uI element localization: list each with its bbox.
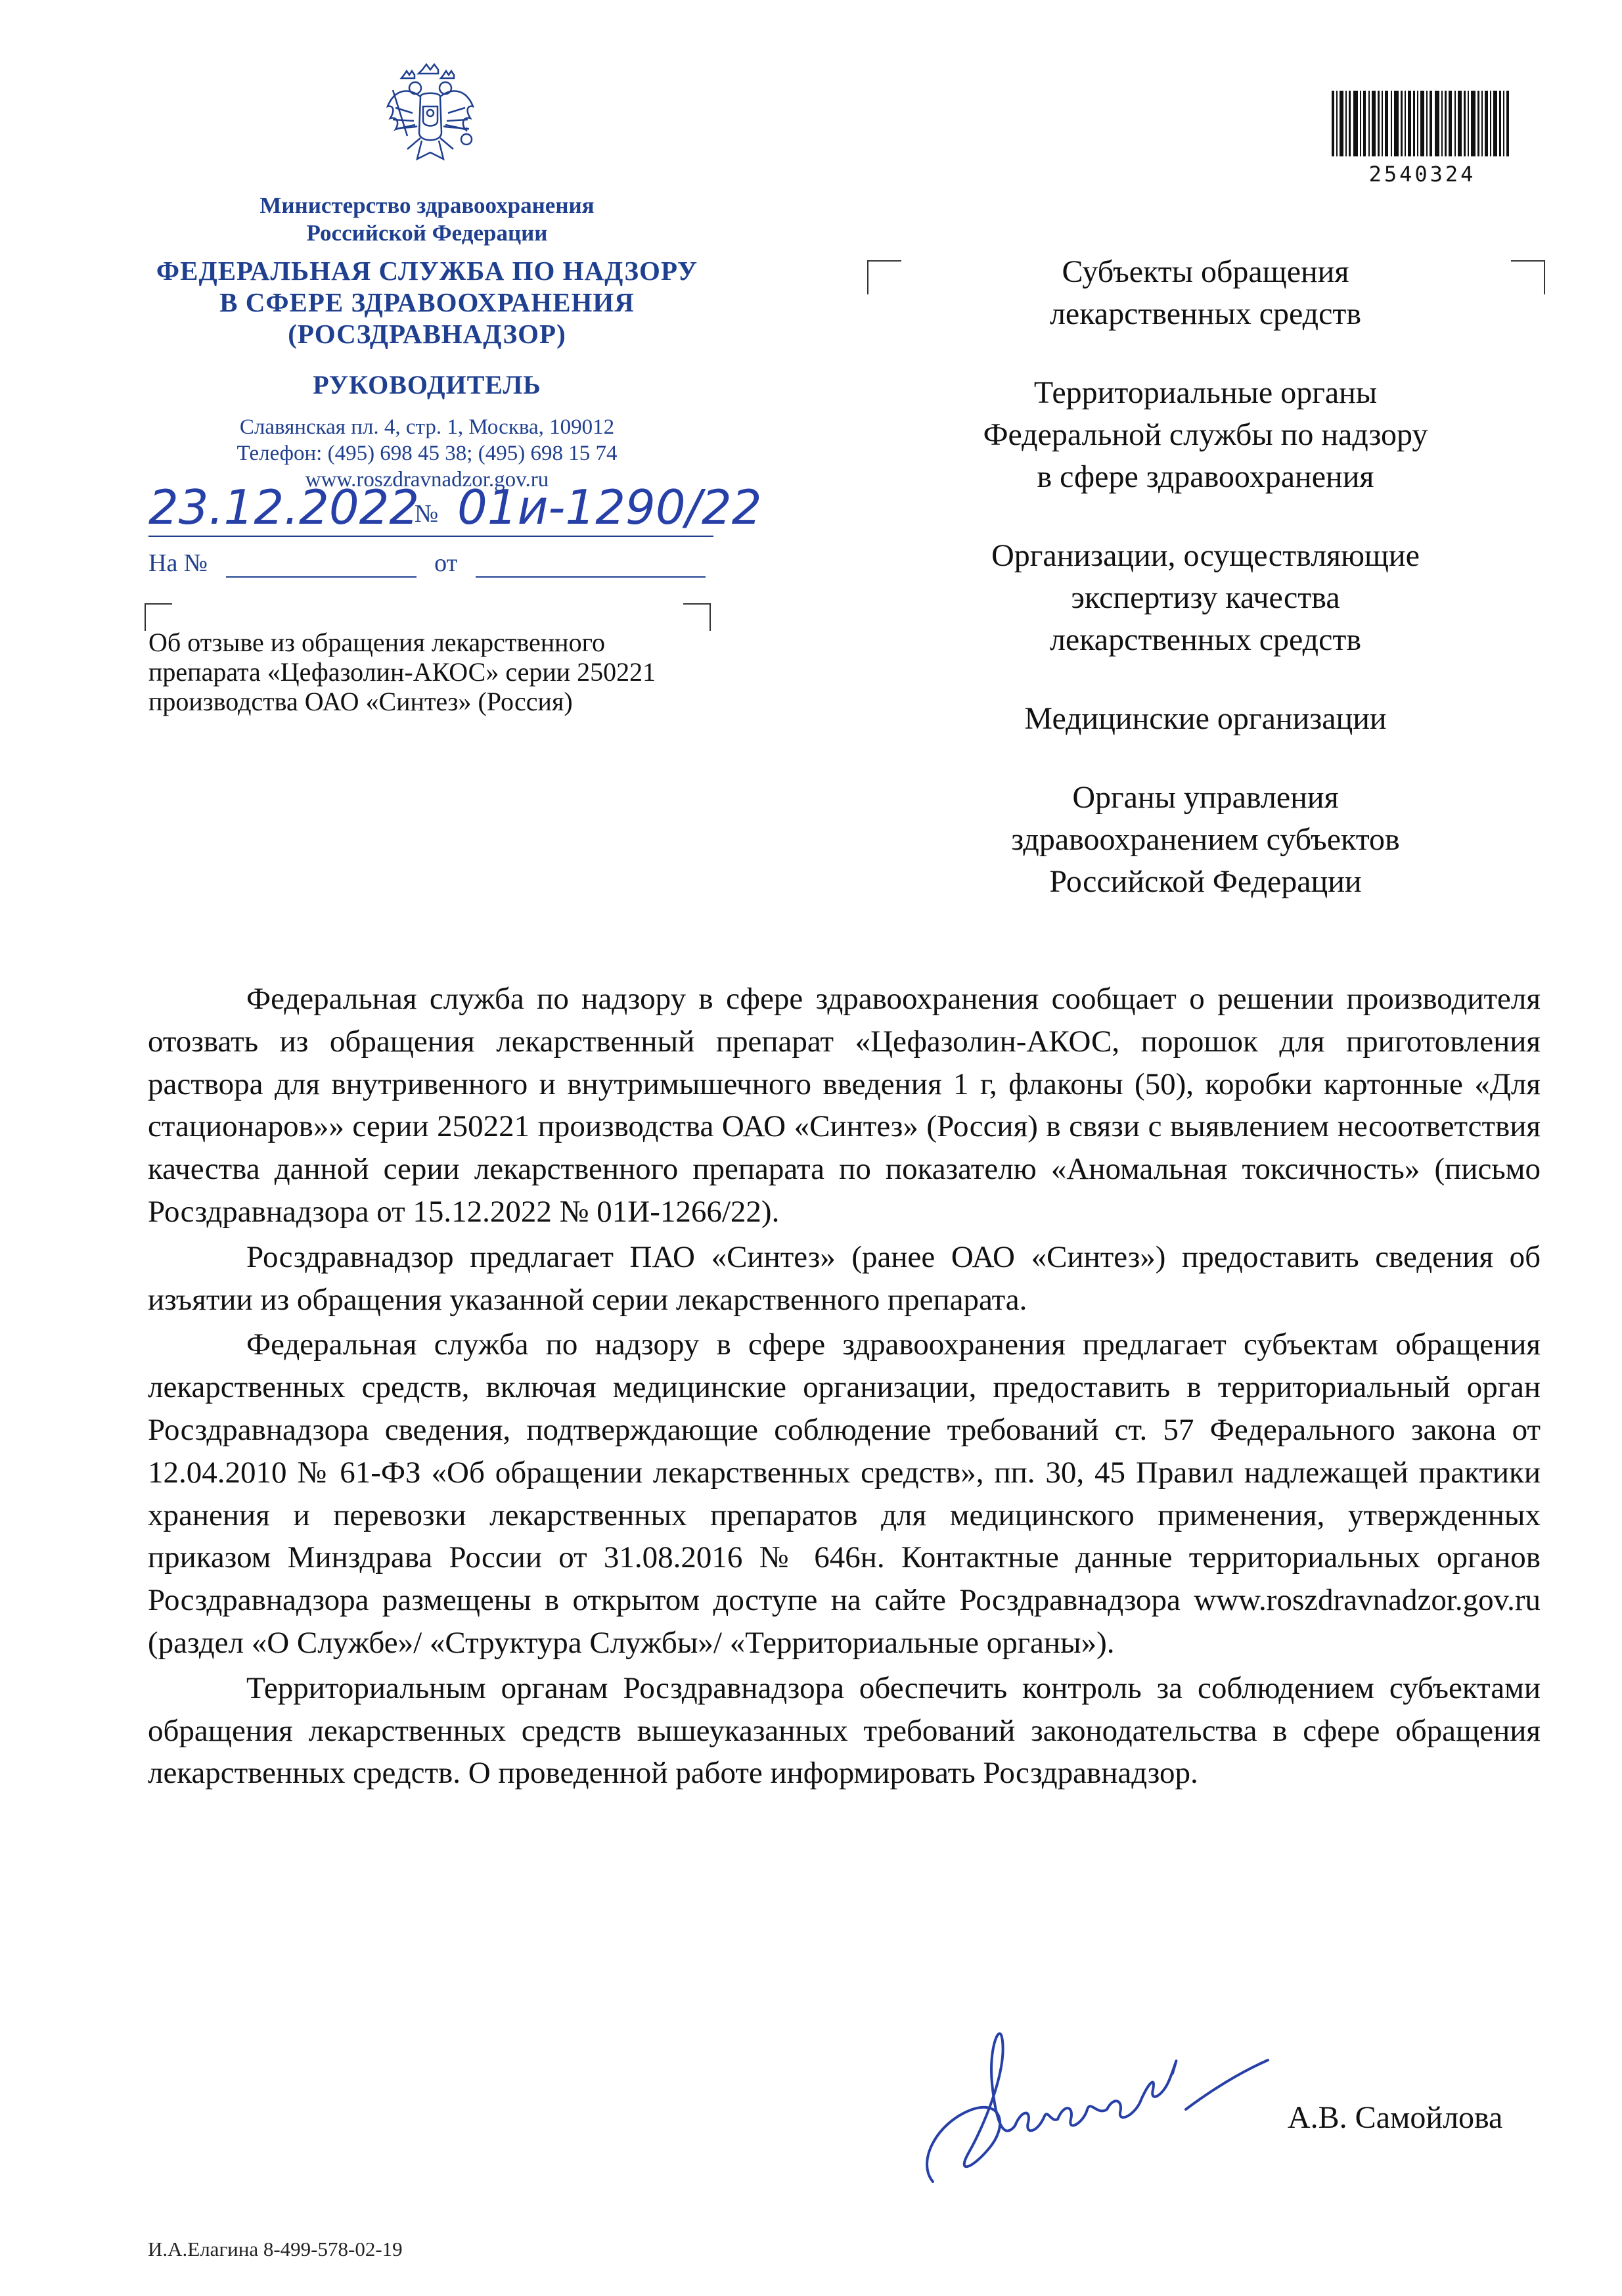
- ref-number-label: На №: [148, 549, 208, 577]
- ministry-name: [131, 192, 723, 247]
- addressee-line: Территориальные органы: [1033, 375, 1378, 410]
- subject-corner-left: [145, 603, 172, 631]
- addressee-group: [867, 535, 1544, 661]
- addressee-line: лекарственных средств: [1049, 622, 1362, 657]
- subject-line-1: Об отзыве из обращения лекарственного: [148, 628, 605, 657]
- body-paragraph-3: Федеральная служба по надзору в сфере здравоохранения предлагает субъектам обращения лекарственных средств, включая медицинские организации, предоставить в территориальный орган Росздравнадзора сведения, подтверждающие соблюдение требований ст. 57 Федерального закона от 12.04.2010 № 61-ФЗ «Об обращении лекарственных средств», пп. 30, 45 Правил надлежащей практики хранения и перевозки лекарственных препаратов для медицинского применения, утвержденных приказом Минздрава России от 31.08.2016 № 646н. Контактные данные территориальных органов Росздравнадзора размещены в открытом доступе на сайте Росздравнадзора www.roszdravnadzor.gov.ru (раздел «О Службе»/ «Структура Службы»/ «Территориальные органы»).: [148, 1327, 1541, 1660]
- agency-line-1: ФЕДЕРАЛЬНАЯ СЛУЖБА ПО НАДЗОРУ: [156, 256, 698, 286]
- handwritten-signature-icon: [910, 2011, 1278, 2208]
- ministry-line-1: Министерство здравоохранения: [259, 193, 595, 218]
- executor-contact: И.А.Елагина 8-499-578-02-19: [148, 2238, 403, 2261]
- ref-number-blank: [226, 554, 417, 578]
- ref-date-blank: [476, 554, 706, 578]
- subject-line-2: препарата «Цефазолин-АКОС» серии 250221: [148, 657, 656, 687]
- ministry-line-2: Российской Федерации: [306, 220, 548, 246]
- phone: Телефон: (495) 698 45 38; (495) 698 15 74: [237, 442, 618, 465]
- body-paragraph-1: Федеральная служба по надзору в сфере здравоохранения сообщает о решении производителя отозвать из обращения лекарственный препарат «Цефазолин-АКОС, порошок для приготовления раствора для внутривенного и внутримышечного введения 1 г, флаконы (50), коробки картонные «Для стационаров»» серии 250221 производства ОАО «Синтез» (Россия) в связи с выявлением несоответствия качества данной серии лекарственного препарата по показателю «Аномальная токсичность» (письмо Росздравнадзора от 15.12.2022 № 01И-1266/22).: [148, 982, 1541, 1229]
- addressee-line: Федеральной службы по надзору: [983, 417, 1428, 452]
- body-paragraph-4: Территориальным органам Росздравнадзора обеспечить контроль за соблюдением субъектами обращения лекарственных средств вышеуказанных требований законодательства в сфере обращения лекарственных средств. О проведенной работе информировать Росздравнадзор.: [148, 1670, 1541, 1791]
- addressee-line: Организации, осуществляющие: [991, 538, 1420, 573]
- registration-date: 23.12.2022: [148, 480, 420, 535]
- signer-name: А.В. Самойлова: [1288, 2100, 1503, 2135]
- subject-line-3: производства ОАО «Синтез» (Россия): [148, 687, 573, 716]
- addressee-group: [867, 777, 1544, 903]
- subject-corner-right: [683, 603, 711, 631]
- letter-body: [148, 978, 1541, 1797]
- addressee-line: здравоохранением субъектов: [1011, 822, 1400, 857]
- addressee-line: Российской Федерации: [1049, 864, 1362, 899]
- registration-line: [148, 480, 871, 552]
- coat-of-arms-icon: [381, 60, 480, 175]
- addressee-line: лекарственных средств: [1049, 296, 1362, 331]
- body-paragraph-2: Росздравнадзор предлагает ПАО «Синтез» (ранее ОАО «Синтез») предоставить сведения об изъятии из обращения указанной серии лекарственного препарата.: [148, 1239, 1541, 1317]
- ref-date-label: от: [434, 549, 458, 577]
- agency-name: [131, 255, 723, 350]
- number-sign: №: [415, 500, 439, 528]
- head-title: РУКОВОДИТЕЛЬ: [313, 370, 541, 400]
- addressee-line: Субъекты обращения: [1062, 254, 1349, 289]
- barcode-number: 2540324: [1368, 162, 1476, 187]
- addressee-group: [867, 251, 1544, 335]
- addressee-list: [867, 251, 1544, 903]
- agency-line-2: В СФЕРЕ ЗДРАВООХРАНЕНИЯ: [219, 287, 635, 317]
- address: Славянская пл. 4, стр. 1, Москва, 109012: [239, 415, 615, 439]
- agency-line-3: (РОСЗДРАВНАДЗОР): [288, 319, 566, 349]
- registration-number: 01и-1290/22: [457, 480, 762, 535]
- barcode-icon: [1332, 91, 1509, 156]
- reference-line: [148, 549, 706, 578]
- addressee-line: Медицинские организации: [1024, 701, 1387, 736]
- addressee-line: в сфере здравоохранения: [1037, 459, 1374, 494]
- registration-underline: [148, 536, 713, 537]
- addressee-group: [867, 372, 1544, 498]
- letter-subject: [148, 628, 740, 716]
- addressee-line: экспертизу качества: [1071, 580, 1340, 615]
- addressee-line: Органы управления: [1072, 780, 1339, 815]
- addressee-group: [867, 698, 1544, 740]
- website: www.roszdravnadzor.gov.ru: [305, 468, 549, 492]
